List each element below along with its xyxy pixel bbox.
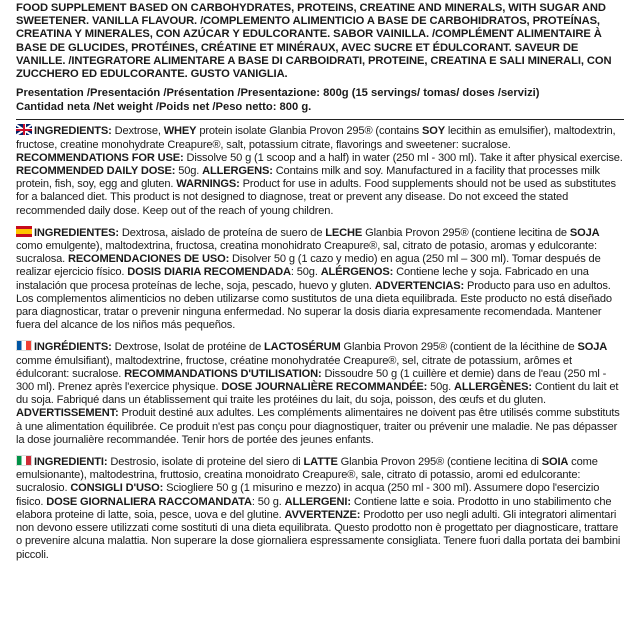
bold-term: ADVERTISSEMENT: [16, 407, 119, 420]
bold-term: INGREDIENTS: [34, 125, 115, 138]
bold-term: RECOMMENDATIONS FOR USE: [16, 151, 184, 164]
text-run: Contient du lait et du soja. Fabriqué dans un établissement qui traite les protéines du lait, du soja, poisson, des œufs et du gluten. [16, 381, 619, 407]
bold-term: RECOMENDACIONES DE USO: [68, 253, 230, 266]
bold-term: INGRÉDIENTS: [34, 341, 112, 354]
text-run: Contiene latte e soia. Prodotto in uno stabilimento che elabora proteine di latte, soia, pesce, uova e del glutine. [16, 495, 612, 521]
bold-term: ALÉRGENOS: [320, 266, 394, 279]
section-french [16, 340, 624, 447]
bold-term: ALLERGENS: [202, 165, 273, 178]
text-run: protein isolate Glanbia Provon 295® (contains [196, 125, 423, 138]
flag-uk-icon [16, 124, 32, 135]
divider [16, 119, 624, 120]
text-run: Dextrose, [114, 125, 164, 138]
text-run: Glanbia Provon 295® (contiene lecitina de [362, 226, 570, 239]
bold-term: DOSE GIORNALIERA RACCOMANDATA [46, 495, 252, 508]
text-run: Sciogliere 50 g (1 misurino e mezzo) in acqua (250 ml - 300 ml). Assumere dopo l'esercizio fisico. [16, 482, 600, 508]
bold-term: WARNINGS: [176, 178, 240, 191]
bold-term: SOY [422, 125, 445, 138]
section-italian [16, 455, 624, 562]
bold-term: ADVERTENCIAS: [374, 279, 465, 292]
text-run: Dissolve 50 g (1 scoop and a half) in water (250 ml - 300 ml). Take it after physical exercise. [183, 151, 623, 164]
text-run: como emulgente), maltodextrina, fructosa, creatina monohidrato Creapure®, sal, citrato de potasio, aromas y edulcorante: sucralosa. [16, 240, 597, 266]
text-run: Glanbia Provon 295® (contiene lecitina di [337, 456, 542, 469]
text-run: Glanbia Provon 295® (contient de la lécithine de [340, 341, 578, 354]
section-text-spanish [16, 227, 612, 331]
presentation-line: Presentation /Presentación /Présentation /Presentazione: 800g (15 servings/ tomas/ doses /servizi) [16, 87, 540, 100]
bold-term: CONSIGLI D'USO: [70, 482, 164, 495]
bold-term: RECOMMENDED DAILY DOSE: [16, 165, 176, 178]
text-run: Destrosio, isolate di proteine del siero di [107, 456, 304, 469]
bold-term: INGREDIENTES: [34, 226, 119, 239]
net-weight-line: Cantidad neta /Net weight /Poids net /Peso netto: 800 g. [16, 100, 312, 113]
section-text-italian [16, 456, 620, 560]
bold-term: INGREDIENTI: [34, 456, 108, 469]
bold-term: ALLERGENI: [284, 495, 351, 508]
product-description: FOOD SUPPLEMENT BASED ON CARBOHYDRATES, PROTEINS, CREATINE AND MINERALS, WITH SUGAR AND SWEETENER. VANILLA FLAVOUR. /COMPLEMENTO ALIMENTICIO A BASE DE CARBOHIDRATOS, PROTEÍNAS, CREATINA Y MINERALES, CON AZÚCAR Y EDULCORANTE. SABOR VAINILLA. /COMPLÉMENT ALIMENTAIRE À BASE DE GLUCIDES, PROTÉINES, CRÉATINE ET MINÉRAUX, AVEC SUCRE ET ÉDULCORANT. SAVEUR DE VANILLE. /INTEGRATORE ALIMENTARE A BASE DI CARBOIDRATI, PROTEINE, CREATINA E SALI MINERALI, CON ZUCCHERO ED EDULCORANTE. GUSTO VANIGLIA. [16, 2, 612, 81]
bold-term: DOSE JOURNALIÈRE RECOMMANDÉE: [221, 381, 428, 394]
text-run: Prodotto per uso negli adulti. Gli integratori alimentari non devono essere utilizzati come sostituti di una dieta equilibrata. Questo prodotto non è progettato per diagnosticare, trattare o prevenire alcuna malattia. Non superare la dose giornaliera espressamente consigliata. Tenere fuori dalla portata dei bambini piccoli. [16, 508, 621, 561]
bold-term: RECOMMANDATIONS D'UTILISATION: [124, 367, 322, 380]
text-run: Producto para uso en adultos. Los complementos alimenticios no deben utilizarse como sustitutos de una dieta equilibrada. Este producto no está diseñado para diagnosticar, tratar o prevenir ninguna enfermedad. No superar la dosis diaria expresamente recomendada. Mantener fuera del alcance de los niños más pequeños. [16, 279, 612, 332]
bold-term: LATTE [303, 456, 338, 469]
section-text-french [16, 341, 620, 445]
text-run: lecithin as emulsifier), maltodextrin, fructose, creatine monohydrate Creapure®, salt, potassium citrate, flavorings and sweetener: sucralose. [16, 125, 616, 151]
bold-term: AVVERTENZE: [284, 508, 361, 521]
section-english [16, 124, 624, 217]
text-run: 50g. [427, 381, 455, 394]
text-run: Dextrosa, aislado de proteína de suero de [118, 226, 326, 239]
bold-term: SOJA [577, 341, 608, 354]
bold-term: LECHE [325, 226, 363, 239]
text-run: Contiene leche y soja. Fabricado en una instalación que procesa proteínas de leche, soja, pescado, huevo y gluten. [16, 266, 589, 292]
text-run: Disolver 50 g (1 cazo y medio) en agua (250 ml – 300 ml). Tomar después de realizar ejercicio físico. [16, 253, 601, 279]
flag-fr-icon [16, 340, 32, 351]
text-run: Contains milk and soy. Manufactured in a facility that processes milk protein, fish, soy, egg and gluten. [16, 165, 600, 191]
flag-it-icon [16, 455, 32, 466]
bold-term: LACTOSÉRUM [264, 341, 341, 354]
flag-es-icon [16, 226, 32, 237]
text-run: : 50g. [290, 266, 321, 279]
bold-term: ALLERGÈNES: [454, 381, 532, 394]
text-run: Dissoudre 50 g (1 cuillère et demie) dans de l'eau (250 ml - 300 ml). Prenez après l'exercice physique. [16, 367, 607, 394]
presentation-block [16, 87, 624, 114]
text-run: Produit destiné aux adultes. Les compléments alimentaires ne doivent pas être utilisés comme substituts à une alimentation équilibrée. Ce produit n'est pas conçu pour diagnostiquer, traiter ou prévenir une maladie. Ne pas dépasser la dose journalière recommandée. Tenir hors de portée des jeunes enfants. [16, 407, 620, 446]
text-run: Dextrose, Isolat de protéine de [111, 341, 265, 354]
bold-term: DOSIS DIARIA RECOMENDADA [127, 266, 291, 279]
text-run: Product for use in adults. Food supplements should not be used as substitutes for a balanced diet. This product is not designed to diagnose, treat or prevent any disease. Do not exceed the stated recommended daily dose. Keep out of the reach of young children. [16, 178, 616, 217]
text-run: : 50 g. [251, 495, 285, 508]
bold-term: SOIA [541, 456, 569, 469]
text-run: 50g. [175, 165, 203, 178]
bold-term: SOJA [569, 226, 600, 239]
section-text-english [16, 125, 623, 216]
text-run: comme émulsifiant), maltodextrine, fructose, créatine monohydratée Creapure®, sel, citrate de potassium, arômes et édulcorant: sucralose. [16, 354, 572, 380]
bold-term: WHEY [163, 125, 197, 138]
section-spanish [16, 226, 624, 333]
text-run: come emulsionante), maltodestrina, fruttosio, creatina monoidrato Creapure®, sale, citrato di potassio, aromi ed edulcorante: sucralosio. [16, 456, 598, 495]
